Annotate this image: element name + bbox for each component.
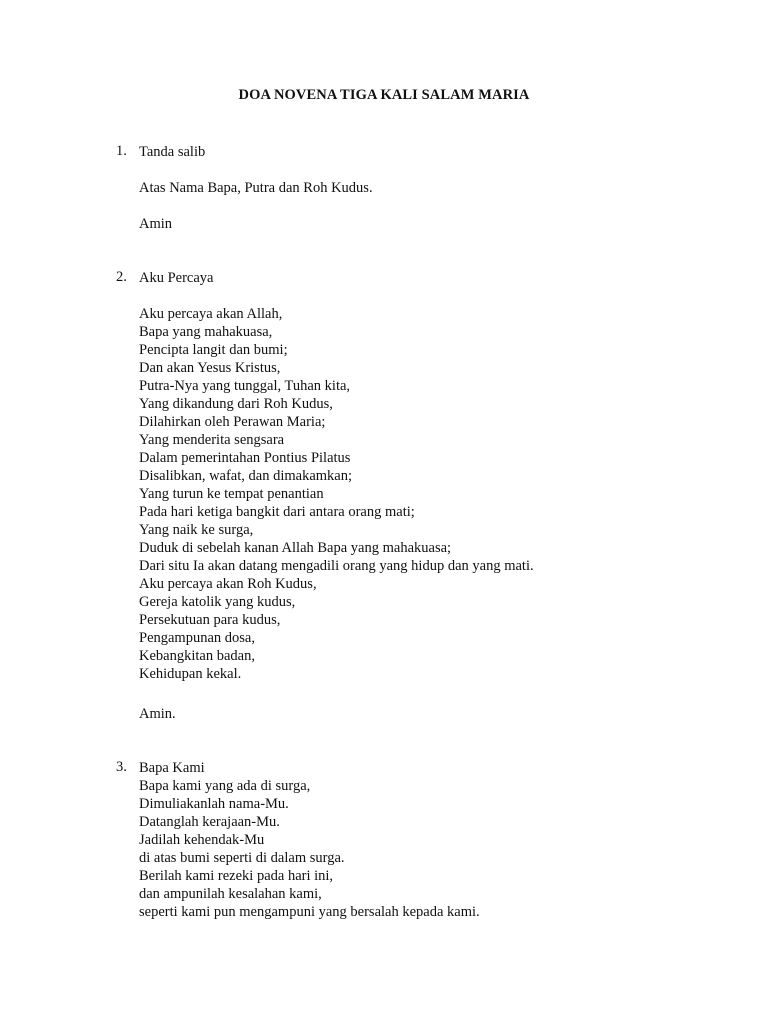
verse-line: seperti kami pun mengampuni yang bersalah kepada kami. (139, 904, 480, 920)
verse-line: Dimuliakanlah nama-Mu. (139, 796, 289, 812)
verse-line: Datanglah kerajaan-Mu. (139, 814, 280, 830)
verse-line: Dari situ Ia akan datang mengadili orang yang hidup dan yang mati. (139, 558, 534, 574)
verse-line: Kehidupan kekal. (139, 666, 242, 682)
verse-line: Bapa yang mahakuasa, (139, 324, 273, 340)
verse-line: Putra-Nya yang tunggal, Tuhan kita, (139, 378, 351, 394)
verse-line: Yang turun ke tempat penantian (139, 486, 324, 502)
verse-line: Dalam pemerintahan Pontius Pilatus (139, 450, 351, 466)
section-1-text: Atas Nama Bapa, Putra dan Roh Kudus. (139, 180, 373, 196)
section-1-closing: Amin (139, 216, 173, 232)
verse-line: Pengampunan dosa, (139, 630, 255, 646)
verse-line: Pada hari ketiga bangkit dari antara orang mati; (139, 504, 415, 520)
verse-line: Yang naik ke surga, (139, 522, 254, 538)
section-1-heading: Tanda salib (139, 144, 206, 160)
section-1-number: 1. (116, 143, 127, 159)
verse-line: Aku percaya akan Roh Kudus, (139, 576, 317, 592)
section-3-verse (139, 777, 480, 921)
verse-line: Gereja katolik yang kudus, (139, 594, 296, 610)
verse-line: Jadilah kehendak-Mu (139, 832, 265, 848)
verse-line: Disalibkan, wafat, dan dimakamkan; (139, 468, 353, 484)
verse-line: dan ampunilah kesalahan kami, (139, 886, 322, 902)
section-3-number: 3. (116, 759, 127, 775)
verse-line: Aku percaya akan Allah, (139, 306, 283, 322)
verse-line: Kebangkitan badan, (139, 648, 255, 664)
section-2-heading: Aku Percaya (139, 270, 214, 286)
verse-line: di atas bumi seperti di dalam surga. (139, 850, 345, 866)
verse-line: Duduk di sebelah kanan Allah Bapa yang mahakuasa; (139, 540, 452, 556)
verse-line: Yang dikandung dari Roh Kudus, (139, 396, 333, 412)
verse-line: Yang menderita sengsara (139, 432, 285, 448)
verse-line: Bapa kami yang ada di surga, (139, 778, 311, 794)
verse-line: Berilah kami rezeki pada hari ini, (139, 868, 334, 884)
verse-line: Dan akan Yesus Kristus, (139, 360, 281, 376)
verse-line: Dilahirkan oleh Perawan Maria; (139, 414, 326, 430)
verse-line: Persekutuan para kudus, (139, 612, 281, 628)
section-2-number: 2. (116, 269, 127, 285)
verse-line: Pencipta langit dan bumi; (139, 342, 288, 358)
document-title: DOA NOVENA TIGA KALI SALAM MARIA (238, 87, 530, 103)
section-3-heading: Bapa Kami (139, 760, 205, 776)
section-2-closing: Amin. (139, 706, 176, 722)
section-2-verse (139, 305, 534, 683)
